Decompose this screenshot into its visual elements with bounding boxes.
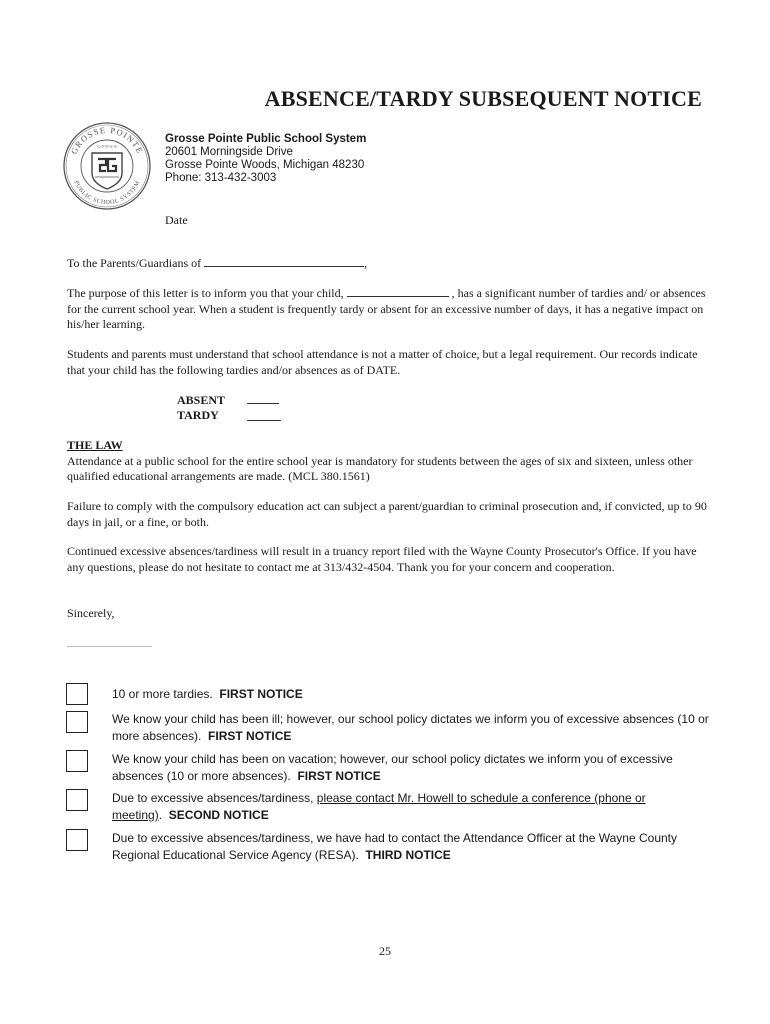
notice-checkbox-1[interactable] bbox=[66, 683, 88, 705]
notice-checkbox-5[interactable] bbox=[66, 829, 88, 851]
notice-3-text: We know your child has been on vacation; however, our school policy dictates we inform you of excessive absences (10 or more absences). bbox=[112, 752, 673, 783]
purpose-before: The purpose of this letter is to inform you that your child, bbox=[67, 286, 344, 300]
date-label: Date bbox=[165, 213, 188, 227]
attendance-paragraph: Students and parents must understand that school attendance is not a matter of choice, but a legal requirement. Our records indicate that your child has the following tardies and/or absences as of DATE. bbox=[67, 347, 698, 377]
school-name: Grosse Pointe Public School System bbox=[165, 133, 367, 145]
purpose-rest: or absences for the current school year. When a student is frequently tardy or absent for an excessive number of days, it has a negative impact on his/her learning. bbox=[67, 286, 706, 331]
purpose-after: , has a significant number of tardies and/ bbox=[451, 286, 647, 300]
purpose-paragraph bbox=[67, 286, 707, 333]
notice-checkbox-2[interactable] bbox=[66, 711, 88, 733]
law-section bbox=[67, 438, 707, 485]
notice-2-level: FIRST NOTICE bbox=[208, 729, 292, 743]
law-text: Attendance at a public school for the entire school year is mandatory for students between the ages of six and sixteen, unless other qualified educational arrangements are made. (MCL 380.1561) bbox=[67, 453, 693, 483]
school-street: 20601 Morningside Drive bbox=[165, 146, 293, 158]
notice-2 bbox=[112, 711, 712, 745]
notice-4 bbox=[112, 790, 712, 824]
notice-4-period: . bbox=[158, 808, 163, 822]
school-phone: Phone: 313-432-3003 bbox=[165, 172, 277, 184]
notice-5-text: Due to excessive absences/tardiness, we have had to contact the Attendance Officer at the Wayne County Regional Educational Service Agency (RESA). bbox=[112, 831, 677, 862]
notice-5-level: THIRD NOTICE bbox=[365, 848, 451, 862]
page-number: 25 bbox=[379, 944, 391, 958]
notice-2-text: We know your child has been ill; however, our school policy dictates we inform you of excessive absences (10 or more absences). bbox=[112, 712, 709, 743]
seal-bottom-text: PUBLIC SCHOOL SYSTEM bbox=[72, 179, 142, 207]
law-heading: THE LAW bbox=[67, 438, 123, 452]
salutation-line bbox=[67, 256, 707, 272]
failure-paragraph: Failure to comply with the compulsory education act can subject a parent/guardian to criminal prosecution and, if convicted, up to 90 days in jail, or a fine, or both. bbox=[67, 499, 707, 529]
child-name-blank[interactable] bbox=[347, 286, 449, 297]
continued-paragraph: Continued excessive absences/tardiness will result in a truancy report filed with the Wayne County Prosecutor's Office. If you have any questions, please do not hesitate to contact me at 313/432-4504. Thank you for your concern and cooperation. bbox=[67, 544, 697, 574]
tardy-label: TARDY bbox=[177, 408, 219, 422]
seal-initials: G·P·P·S·S bbox=[97, 144, 117, 149]
notice-3 bbox=[112, 751, 712, 785]
school-seal-logo bbox=[62, 121, 152, 211]
document-title: ABSENCE/TARDY SUBSEQUENT NOTICE bbox=[264, 86, 702, 111]
notice-1-text: 10 or more tardies. bbox=[112, 687, 213, 701]
notice-3-level: FIRST NOTICE bbox=[297, 769, 381, 783]
notice-checkbox-4[interactable] bbox=[66, 789, 88, 811]
closing-text: Sincerely, bbox=[67, 606, 115, 620]
tardy-count-blank[interactable] bbox=[247, 420, 281, 421]
notice-1 bbox=[112, 686, 712, 703]
notice-1-level: FIRST NOTICE bbox=[219, 687, 303, 701]
salutation-text: To the Parents/Guardians of bbox=[67, 256, 202, 270]
absent-count-blank[interactable] bbox=[247, 403, 279, 404]
seal-top-text: GROSSE POINTE bbox=[68, 124, 146, 156]
school-city: Grosse Pointe Woods, Michigan 48230 bbox=[165, 159, 365, 171]
notice-4-text: Due to excessive absences/tardiness, bbox=[112, 791, 314, 805]
notice-checkbox-3[interactable] bbox=[66, 750, 88, 772]
notice-5 bbox=[112, 830, 712, 864]
signature-line bbox=[67, 646, 152, 647]
salutation-comma: , bbox=[364, 256, 368, 270]
absent-label: ABSENT bbox=[177, 393, 226, 407]
school-address-block bbox=[165, 133, 366, 185]
student-name-blank[interactable] bbox=[204, 256, 364, 267]
notice-4-level: SECOND NOTICE bbox=[168, 808, 269, 822]
notice-4-conference-text: please contact Mr. Howell to schedule a conference (phone or meeting) bbox=[112, 791, 646, 822]
